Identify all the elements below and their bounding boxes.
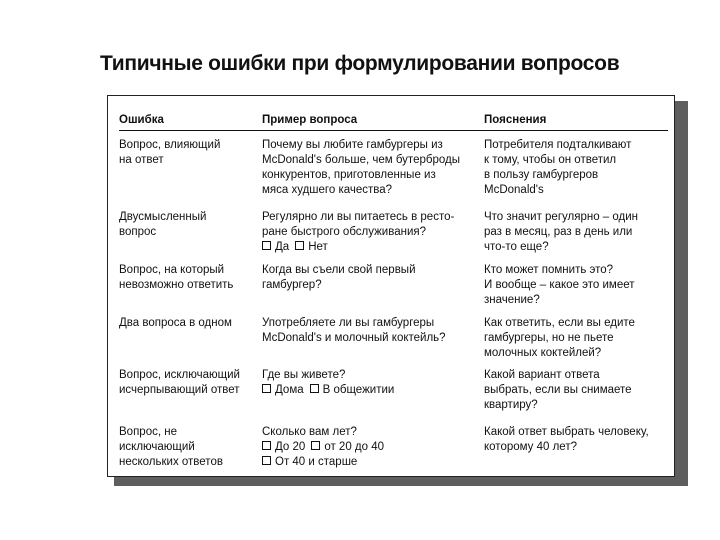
answer-option (262, 456, 357, 468)
answer-options (262, 240, 478, 255)
header-example: Пример вопроса (262, 113, 484, 131)
explanation-text: Какой вариант ответа (484, 369, 600, 381)
answer-options (262, 383, 478, 398)
explanation-cell (484, 316, 668, 368)
example-text: ране быстрого обслуживания? (262, 226, 427, 238)
example-text: Сколько вам лет? (262, 426, 357, 438)
answer-option-label: Да (275, 241, 290, 253)
table-row (119, 210, 668, 263)
errors-table (119, 113, 668, 473)
explanation-cell (484, 263, 668, 316)
explanation-text: квартиру? (484, 399, 538, 411)
answer-option (295, 241, 328, 253)
explanation-text: McDonald's (484, 184, 544, 196)
checkbox-icon (262, 456, 271, 465)
explanation-text: Как ответить, если вы едите (484, 317, 635, 329)
answer-option-label: от 20 до 40 (324, 441, 384, 453)
example-cell (262, 131, 484, 211)
answer-option (262, 384, 304, 396)
example-cell (262, 316, 484, 368)
explanation-cell (484, 131, 668, 211)
answer-option (311, 441, 384, 453)
explanation-text: И вообще – какое это имеет (484, 279, 635, 291)
explanation-text: в пользу гамбургеров (484, 169, 599, 181)
example-text: конкурентов, приготовленные из (262, 169, 436, 181)
answer-option-label: Дома (275, 384, 304, 396)
example-text: гамбургер? (262, 279, 322, 291)
table-row (119, 316, 668, 368)
example-cell (262, 425, 484, 473)
checkbox-icon (262, 384, 271, 393)
example-text: McDonald's и молочный коктейль? (262, 332, 446, 344)
explanation-text: гамбургеры, но не пьете (484, 332, 614, 344)
table-row (119, 425, 668, 473)
explanation-text: раз в месяц, раз в день или (484, 226, 633, 238)
error-cell (119, 368, 262, 425)
example-cell (262, 210, 484, 263)
checkbox-icon (262, 241, 271, 250)
example-text: Регулярно ли вы питаетесь в ресто- (262, 211, 455, 223)
error-text: Вопрос, влияющий (119, 139, 221, 151)
answer-option (262, 241, 289, 253)
answer-option-label: В общежитии (322, 384, 395, 396)
error-text: невозможно ответить (119, 279, 234, 291)
example-text: Употребляете ли вы гамбургеры (262, 317, 435, 329)
error-text: Двусмысленный (119, 211, 207, 223)
header-error: Ошибка (119, 113, 262, 131)
table-row (119, 263, 668, 316)
explanation-text: которому 40 лет? (484, 441, 577, 453)
checkbox-icon (295, 241, 304, 250)
checkbox-icon (311, 441, 320, 450)
explanation-cell (484, 425, 668, 473)
error-text: вопрос (119, 226, 157, 238)
explanation-text: Какой ответ выбрать человеку, (484, 426, 649, 438)
answer-option-label: До 20 (275, 441, 306, 453)
explanation-text: Что значит регулярно – один (484, 211, 639, 223)
header-explanation: Пояснения (484, 113, 668, 131)
explanation-text: выбрать, если вы снимаете (484, 384, 632, 396)
page-title: Типичные ошибки при формулировании вопросов (100, 52, 620, 75)
table-card (107, 95, 675, 477)
error-cell (119, 210, 262, 263)
error-cell (119, 131, 262, 211)
example-text: Где вы живете? (262, 369, 346, 381)
error-cell (119, 263, 262, 316)
explanation-text: Кто может помнить это? (484, 264, 614, 276)
error-text: Вопрос, на который (119, 264, 225, 276)
error-text: Два вопроса в одном (119, 317, 232, 329)
header-row (119, 113, 668, 131)
answer-option-label: Нет (308, 241, 328, 253)
answer-option (310, 384, 395, 396)
example-text: Почему вы любите гамбургеры из (262, 139, 443, 151)
explanation-text: что-то еще? (484, 241, 549, 253)
answer-options (262, 440, 478, 455)
explanation-text: молочных коктейлей? (484, 347, 602, 359)
answer-options (262, 455, 478, 470)
table-row (119, 368, 668, 425)
explanation-text: к тому, чтобы он ответил (484, 154, 617, 166)
answer-option (262, 441, 305, 453)
error-text: Вопрос, не (119, 426, 177, 438)
explanation-cell (484, 210, 668, 263)
error-cell (119, 316, 262, 368)
checkbox-icon (262, 441, 271, 450)
checkbox-icon (310, 384, 319, 393)
example-cell (262, 368, 484, 425)
explanation-text: Потребителя подталкивают (484, 139, 632, 151)
error-text: Вопрос, исключающий (119, 369, 240, 381)
answer-option-label: От 40 и старше (275, 456, 358, 468)
explanation-cell (484, 368, 668, 425)
error-text: исчерпывающий ответ (119, 384, 240, 396)
table-row (119, 131, 668, 211)
example-text: мяса худшего качества? (262, 184, 393, 196)
error-text: нескольких ответов (119, 456, 223, 468)
error-cell (119, 425, 262, 473)
example-text: McDonald's больше, чем бутерброды (262, 154, 460, 166)
explanation-text: значение? (484, 294, 540, 306)
example-cell (262, 263, 484, 316)
table-body (119, 131, 668, 474)
example-text: Когда вы съели свой первый (262, 264, 416, 276)
error-text: на ответ (119, 154, 164, 166)
error-text: исключающий (119, 441, 195, 453)
